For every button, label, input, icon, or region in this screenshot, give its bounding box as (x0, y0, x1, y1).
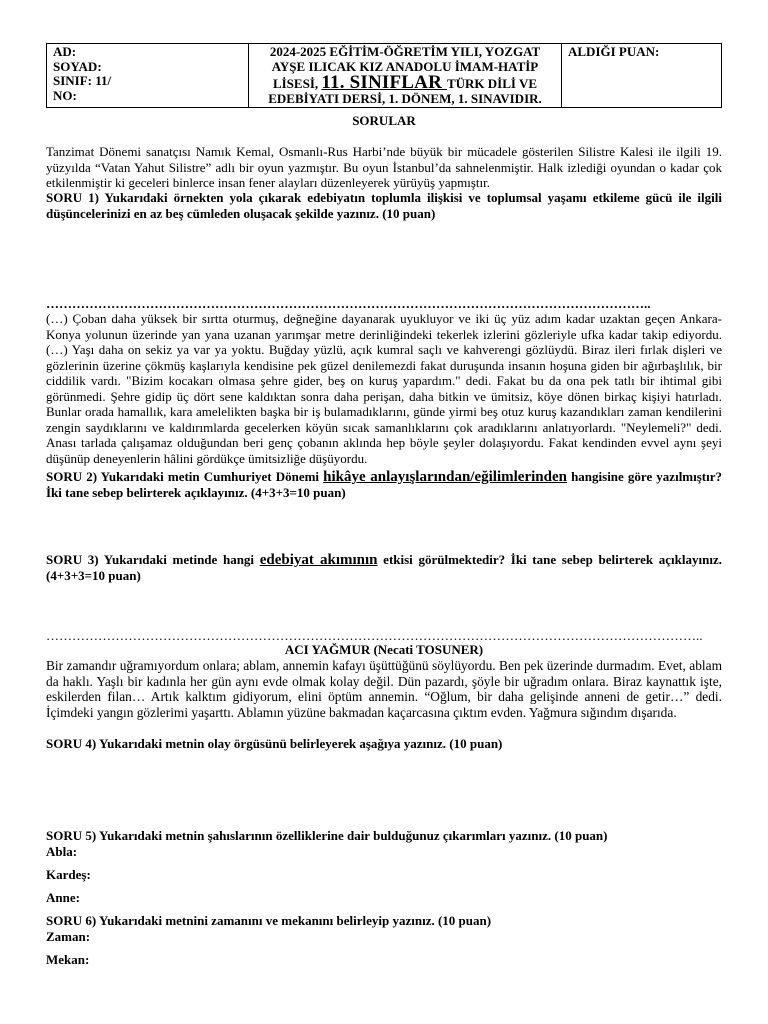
questions-heading: SORULAR (352, 113, 416, 128)
score-cell (562, 44, 722, 108)
answer-label-anne: Anne: (46, 890, 80, 905)
exam-header-table (46, 43, 722, 108)
student-number-field[interactable]: NO: (53, 87, 77, 103)
question-2 (46, 469, 722, 501)
student-surname-field[interactable]: SOYAD: (53, 58, 102, 74)
question-1: SORU 1) Yukarıdaki örnekten yola çıkarak edebiyatın toplumla ilişkisi ve toplumsal yaşamı etkileme gücü ile ilgili düşüncelerinizi en az beş cümleden oluşacak şekilde yazınız. (10 puan) (46, 190, 722, 221)
question-3-emphasis: edebiyat akımının (259, 552, 378, 568)
score-label[interactable]: ALDIĞI PUAN: (568, 44, 660, 59)
divider-dotted-1: ………………………………………………………………………………………………………………………….. (46, 296, 651, 311)
answer-label-kardes: Kardeş: (46, 867, 91, 882)
exam-title-grade: 11. SINIFLAR (321, 72, 447, 93)
student-class-field[interactable]: SINIF: 11/ (53, 73, 112, 88)
answer-label-abla: Abla: (46, 844, 78, 859)
exam-title-lisesi: LİSESİ, (272, 76, 322, 91)
passage-coban: (…) Çoban daha yüksek bir sırtta oturmuş, değneğine dayanarak uyukluyor ve iki üç yüz adım kadar uzaktan geçen Ankara-Konya yolunun üzerinde yan yana uzanan yarımşar metre derinliğindeki tekerlek izlerini gözleriyle ufka kadar takip ediyordu. (…) Yaşı daha on sekiz ya var ya yoktu. Buğday yüzlü, açık kumral saçlı ve kahverengi gözlüydü. Biraz ileri fırlak dişleri ve gözlerinin üzerine çökmüş kaşlarıyla kendisine pek güzel denilemezdi fakat duruşunda insanın hoşuna giden bir ağırbaşlılık, bir ciddilik vardı. "Bizim kocakarı olmasa şehre gider, beş on kuruş yapardım." dedi. Fakat bu da ona pek tatlı bir ihtimal gibi görünmedi. Şehre gidip üç dört sene kaldıktan sonra daha perişan, daha bitkin ve ümitsiz, köye dönen birkaç kişiyi hatırladı. Bunlar orada hamallık, kara amelelikten başka bir iş bulamadıklarını, günde yirmi beş otuz kuruş kazandıkları zaman kendilerini zengin saydıklarını ve kaldırımlarda gecelerken köyün sıcak samanlıklarını çok aradıklarını anlatıyorlardı. "Neylemeli?" dedi. Anası tarlada çalışamaz olduğundan beri genç çobanın aklında hep böyle şeyler dolaşıyordu. Fakat kendinden evvel aynı şeyi düşünüp deneyenlerin hâlini gördükçe ümitsizliğe düşüyordu. (46, 311, 722, 466)
question-2-post: hangisine göre yazılmıştır? İki tane sebep belirterek açıklayınız. (4+3+3=10 puan) (46, 469, 723, 500)
question-4: SORU 4) Yukarıdaki metnin olay örgüsünü belirleyerek aşağıya yazınız. (10 puan) (46, 736, 503, 751)
exam-title-line1: 2024-2025 EĞİTİM-ÖĞRETİM YILI, YOZGAT (269, 44, 541, 59)
question-2-emphasis: hikâye anlayışlarından/eğilimlerinden (323, 469, 567, 485)
question-6: SORU 6) Yukarıdaki metnini zamanını ve mekanını belirleyip yazınız. (10 puan) (46, 913, 492, 928)
student-name-field[interactable]: AD: (53, 44, 77, 59)
passage-aci-yagmur: Bir zamandır uğramıyordum onlara; ablam, annemin kafayı üşüttüğünü söylüyordu. Ben pek üzerinde durmadım. Evet, ablam da haklı. Yaşlı bir kadınla her gün aynı evde olmak kolay değil. Dün pazardı, şöyle bir uğradım onlara. Biraz kaynattık işte, eskilerden filan… Artık kalktım gidiyorum, elini öptüm annemin. “Oğlum, bir daha gelişinde anneni de getir…” dedi. İçimdeki yangın gözlerimi yaşarttı. Ablamın yüzüne bakmadan kaçarcasına çıktım evden. Yağmura sığındım dışarıda. (46, 658, 722, 720)
story-title: ACI YAĞMUR (Necati TOSUNER) (284, 642, 484, 657)
question-2-pre: SORU 2) Yukarıdaki metin Cumhuriyet Dönemi (46, 469, 324, 484)
exam-title-course: TÜRK DİLİ VE (446, 76, 538, 91)
answer-label-mekan: Mekan: (46, 952, 90, 967)
question-3-pre: SORU 3) Yukarıdaki metinde hangi (46, 552, 260, 567)
question-3 (46, 552, 722, 584)
exam-title-line2: AYŞE ILICAK KIZ ANADOLU İMAM-HATİP (271, 58, 539, 74)
answer-label-zaman: Zaman: (46, 929, 91, 944)
exam-title-line3 (255, 72, 555, 93)
question-5: SORU 5) Yukarıdaki metnin şahıslarının özelliklerine dair bulduğunuz çıkarımları yazınız. (10 puan) (46, 828, 608, 843)
passage-namik-kemal: Tanzimat Dönemi sanatçısı Namık Kemal, Osmanlı-Rus Harbi’nde büyük bir mücadele gösterilen Silistre Kalesi ile ilgili 19. yüzyılda “Vatan Yahut Silistre” adlı bir oyun yazmıştır. Bu oyun İstanbul’da sahnelenmiştir. Halk izlediği oyundan o kadar çok etkilenmiştir ki geceleri binlerce insan fener alayları düzenleyerek yürüyüş yapmıştır. (46, 144, 722, 190)
divider-dotted-2: …………………………………………………………………………………………………………………………………….. (46, 628, 703, 643)
student-info-cell (47, 44, 249, 108)
exam-title-line4: EDEBİYATI DERSİ, 1. DÖNEM, 1. SINAVIDIR. (268, 90, 542, 106)
question-3-post: etkisi görülmektedir? İki tane sebep belirterek açıklayınız. (4+3+3=10 puan) (46, 552, 722, 583)
exam-title-cell (249, 44, 562, 108)
